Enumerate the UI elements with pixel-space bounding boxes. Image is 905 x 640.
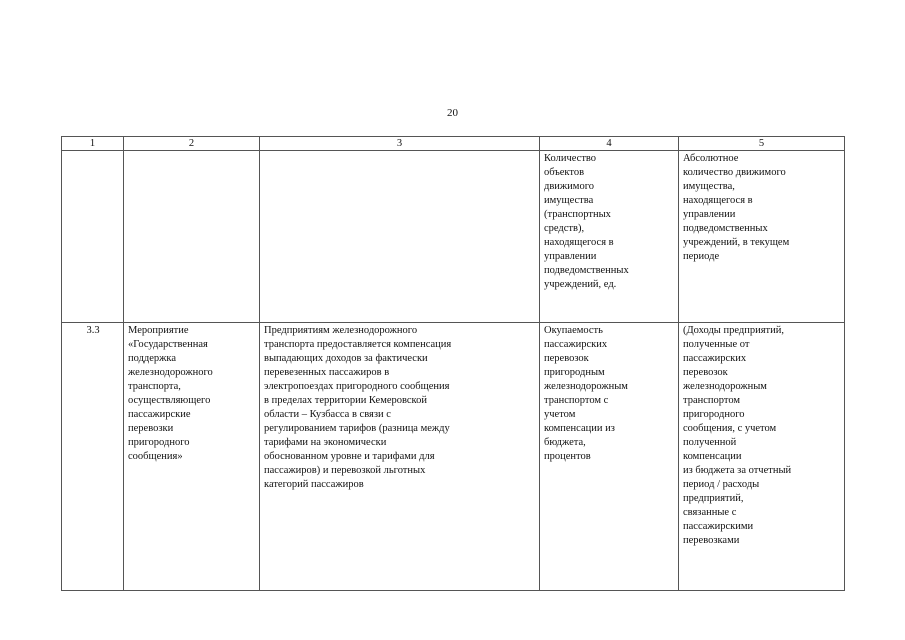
indicator-method-cell: (Доходы предприятий, полученные от пассажирских перевозок железнодорожным транспортом пригородного сообщения, с учетом полученной компенсации из бюджета за отчетный период / расходы предприятий, связанные с пассажирскими перевозками	[679, 323, 845, 591]
event-name-cell	[124, 151, 260, 323]
header-cell-2: 2	[124, 137, 260, 151]
header-cell-1: 1	[62, 137, 124, 151]
header-cell-4: 4	[540, 137, 679, 151]
row-number-cell	[62, 151, 124, 323]
indicator-name-cell: Количество объектов движимого имущества (транспортных средств), находящегося в управлении подведомственных учреждений, ед.	[540, 151, 679, 323]
indicator-name-cell: Окупаемость пассажирских перевозок пригородным железнодорожным транспортом с учетом компенсации из бюджета, процентов	[540, 323, 679, 591]
indicator-method-cell: Абсолютное количество движимого имущества, находящегося в управлении подведомственных учреждений, в текущем периоде	[679, 151, 845, 323]
event-name-cell: Мероприятие «Государственная поддержка железнодорожного транспорта, осуществляющего пассажирские перевозки пригородного сообщения»	[124, 323, 260, 591]
event-description-cell: Предприятиям железнодорожного транспорта предоставляется компенсация выпадающих доходов за фактически перевезенных пассажиров в электропоездах пригородного сообщения в пределах территории Кемеровской области – Кузбасса в связи с регулированием тарифов (разница между тарифами на экономически обоснованном уровне и тарифами для пассажиров) и перевозкой льготных категорий пассажиров	[260, 323, 540, 591]
indicators-table	[61, 136, 845, 591]
header-cell-5: 5	[679, 137, 845, 151]
row-number-cell: 3.3	[62, 323, 124, 591]
table-header-row	[62, 137, 845, 151]
header-cell-3: 3	[260, 137, 540, 151]
page-number: 20	[447, 107, 458, 119]
table-row	[62, 151, 845, 323]
table-row	[62, 323, 845, 591]
event-description-cell	[260, 151, 540, 323]
